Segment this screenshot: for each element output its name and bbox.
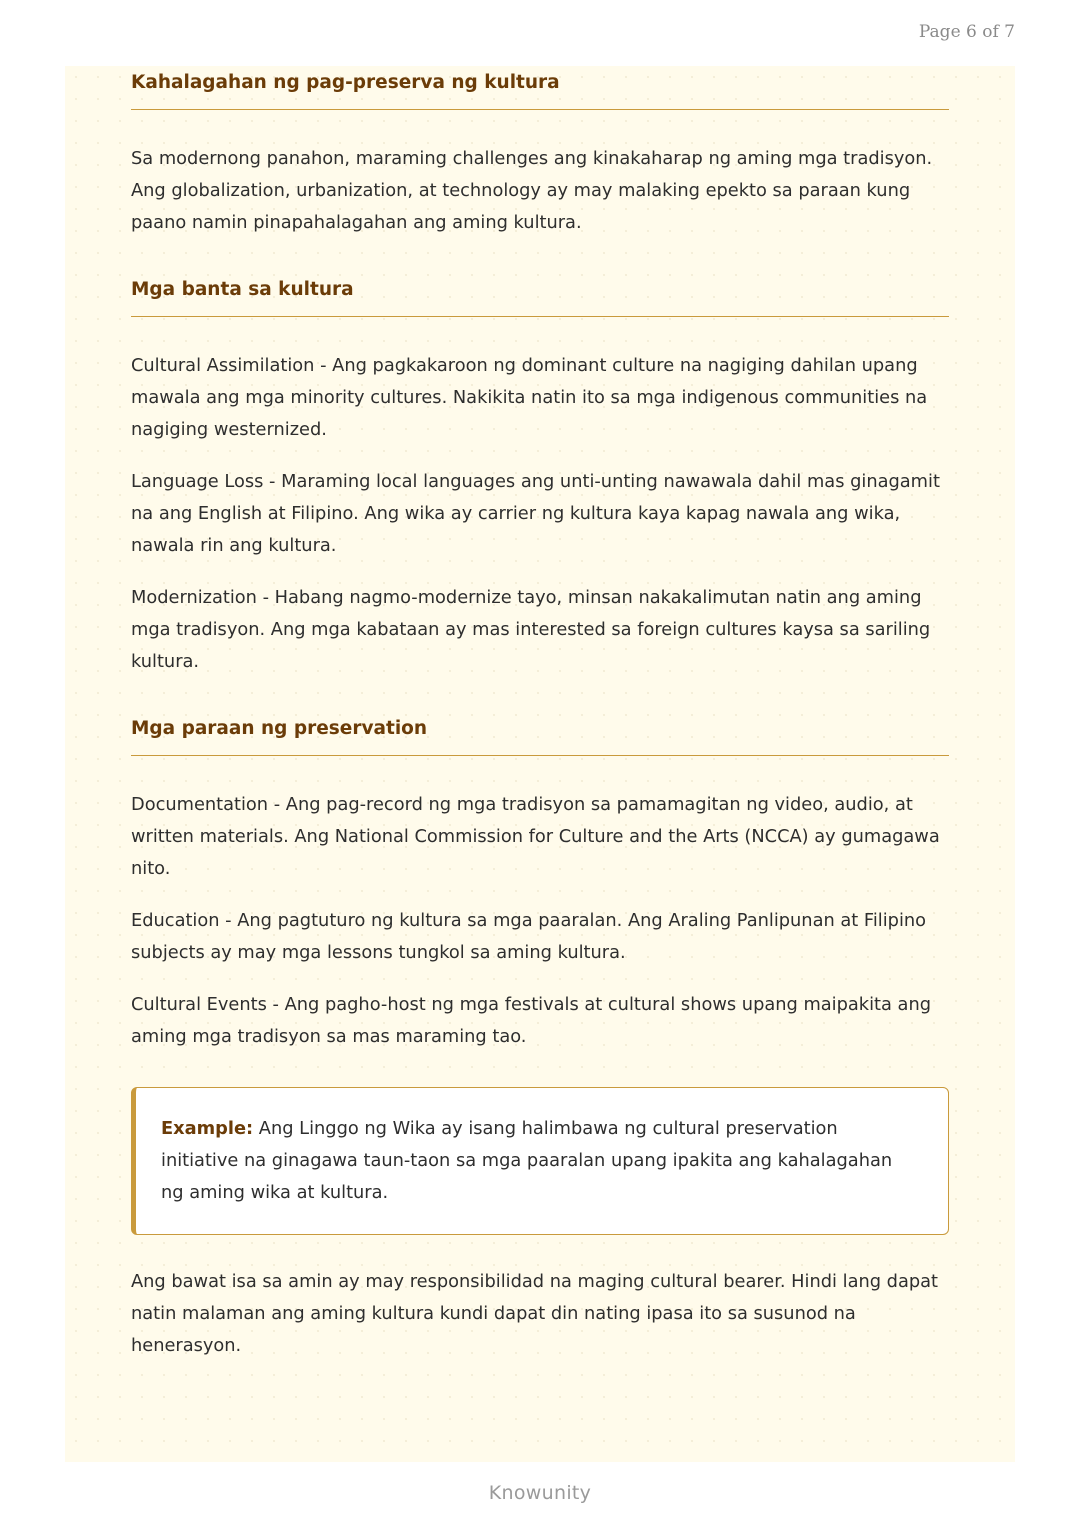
heading-divider bbox=[131, 109, 949, 110]
closing-paragraph: Ang bawat isa sa amin ay may responsibilidad na maging cultural bearer. Hindi lang dapat natin malaman ang aming kultura kundi dapat din nating ipasa ito sa susunod na henerasyon. bbox=[131, 1271, 939, 1356]
section-threats bbox=[131, 274, 949, 678]
section-importance bbox=[131, 66, 949, 239]
paragraph: Modernization - Habang nagmo-modernize tayo, minsan nakakalimutan natin ang aming mga tradisyon. Ang mga kabataan ay mas interested sa foreign cultures kaysa sa sariling kultura. bbox=[131, 587, 931, 672]
section-heading: Mga banta sa kultura bbox=[131, 279, 354, 300]
paragraph: Documentation - Ang pag-record ng mga tradisyon sa pamamagitan ng video, audio, at written materials. Ang National Commission for Culture and the Arts (NCCA) ay gumagawa nito. bbox=[131, 794, 940, 879]
callout-text bbox=[161, 1113, 920, 1209]
paragraph: Education - Ang pagtuturo ng kultura sa mga paaralan. Ang Araling Panlipunan at Filipino subjects ay may mga lessons tungkol sa aming kultura. bbox=[131, 910, 927, 963]
heading-divider bbox=[131, 316, 949, 317]
document-page bbox=[65, 66, 1015, 1462]
page-number: Page 6 of 7 bbox=[918, 22, 1015, 42]
callout-label: Example: bbox=[161, 1118, 254, 1139]
paragraph: Language Loss - Maraming local languages ang unti-unting nawawala dahil mas ginagamit na ang English at Filipino. Ang wika ay carrier ng kultura kaya kapag nawala ang wika, nawala rin ang kultura. bbox=[131, 471, 940, 556]
paragraph: Cultural Events - Ang pagho-host ng mga festivals at cultural shows upang maipakita ang aming mga tradisyon sa mas maraming tao. bbox=[131, 994, 932, 1047]
example-callout bbox=[131, 1087, 949, 1235]
page-content bbox=[131, 66, 949, 1362]
heading-divider bbox=[131, 755, 949, 756]
section-preservation-methods bbox=[131, 713, 949, 1053]
section-heading: Mga paraan ng preservation bbox=[131, 718, 428, 739]
callout-body: Ang Linggo ng Wika ay isang halimbawa ng cultural preservation initiative na ginagawa taun-taon sa mga paaralan upang ipakita ang kahalagahan ng aming wika at kultura. bbox=[161, 1118, 893, 1203]
footer-brand: Knowunity bbox=[488, 1482, 592, 1504]
paragraph: Cultural Assimilation - Ang pagkakaroon ng dominant culture na nagiging dahilan upang mawala ang mga minority cultures. Nakikita natin ito sa mga indigenous communities na nagiging westernized. bbox=[131, 355, 928, 440]
paragraph: Sa modernong panahon, maraming challenges ang kinakaharap ng aming mga tradisyon. Ang globalization, urbanization, at technology ay may malaking epekto sa paraan kung paano namin pinapahalagahan ang aming kultura. bbox=[131, 148, 933, 233]
section-heading: Kahalagahan ng pag-preserva ng kultura bbox=[131, 72, 560, 93]
